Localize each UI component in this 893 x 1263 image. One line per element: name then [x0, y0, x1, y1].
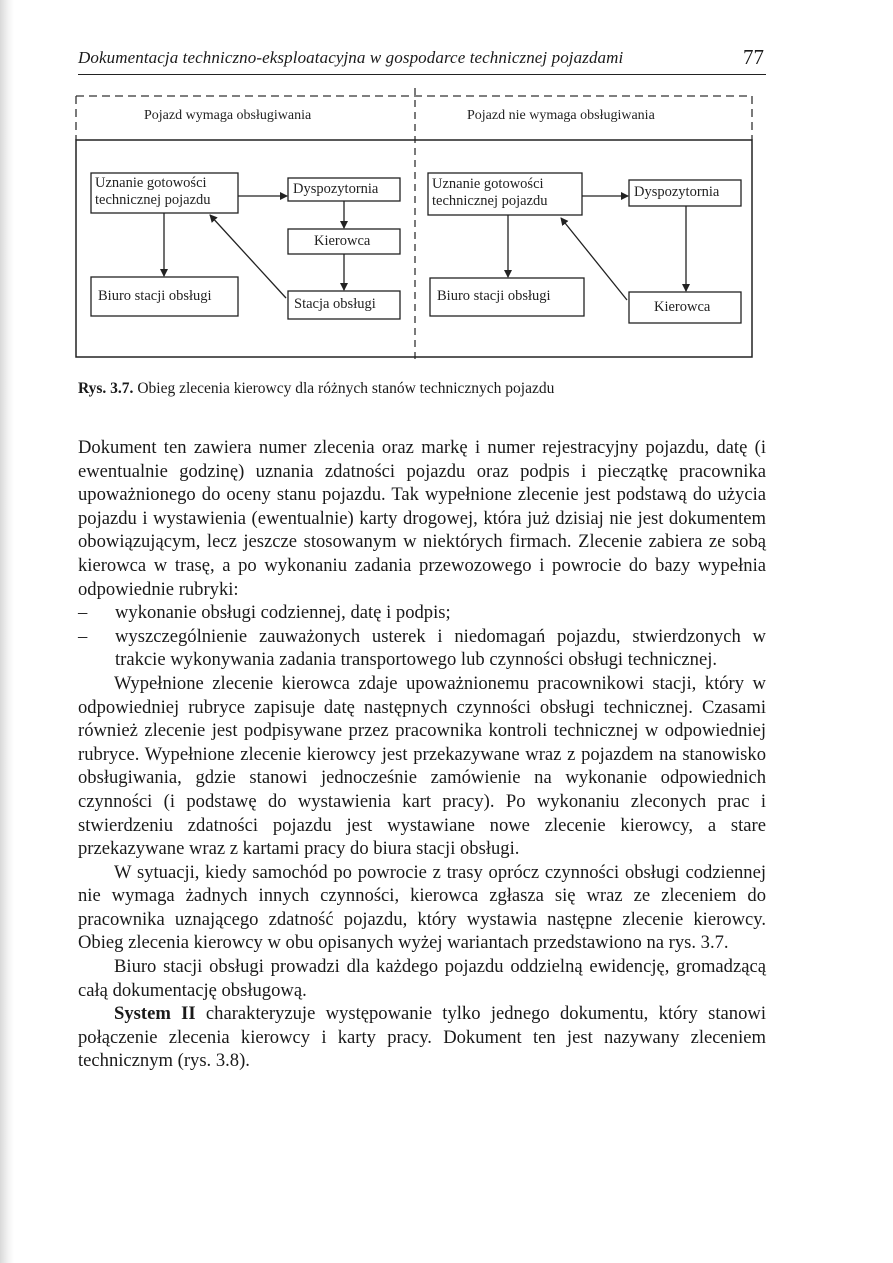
header-title: Dokumentacja techniczno-eksploatacyjna w gospodarce technicznej pojazdami	[78, 48, 624, 67]
caption-label: Rys. 3.7.	[78, 380, 134, 397]
paragraph-1: Dokument ten zawiera numer zlecenia oraz markę i numer rejestracyjny pojazdu, datę (i ewentualnie godzinę) uznania zdatności pojazdu oraz podpis i pieczątkę pracownika upoważnionego do oceny stanu pojazdu. Tak wypełnione zlecenie jest podstawą do użycia pojazdu i wystawienia (ewentualnie) karty drogowej, która już dzisiaj nie jest dokumentem obowiązującym, lecz jeszcze stosowanym w niektórych firmach. Zlecenie zabiera ze sobą kierowca w trasę, a po wykonaniu zadania przewozowego i powrocie do bazy wypełnia odpowiednie rubryki:	[78, 437, 766, 600]
scan-edge-shadow	[0, 0, 14, 1263]
list-dash: –	[78, 625, 88, 647]
system-ii-bold: System II	[114, 1003, 196, 1025]
left-node-dispatch: Dyspozytornia	[293, 181, 379, 197]
list-item-text: wyszczególnienie zauważonych usterek i niedomagań pojazdu, stwierdzonych w trakcie wykonywania zadania transportowego lub czynności obsługi technicznej.	[115, 625, 766, 671]
paragraph-4: Biuro stacji obsługi prowadzi dla każdego pojazdu oddzielną ewidencję, gromadzącą całą dokumentację obsługową.	[78, 956, 766, 1001]
paragraph-2: Wypełnione zlecenie kierowca zdaje upoważnionemu pracownikowi stacji, który w odpowiedniej rubryce zapisuje datę następnych czynności obsługi technicznej. Czasami również zlecenie jest podpisywane przez pracownika kontroli technicznej w odpowiedniej rubryce. Wypełnione zlecenie kierowcy jest przekazywane wraz z pojazdem na stanowisko obsługiwania, gdzie stanowi jednocześnie zamówienie na wykonanie odpowiednich czynności (i podstawę do wystawienia kart pracy). Po wykonaniu zleconych prac i stwierdzeniu zdatności pojazdu jest wystawiane nowe zlecenie kierowcy, a stare przekazywane wraz z kartami pracy do biura stacji obsługi.	[78, 672, 766, 860]
list-item	[78, 625, 766, 672]
left-node-readiness-line2: technicznej pojazdu	[95, 192, 211, 208]
right-node-readiness-line2: technicznej pojazdu	[432, 193, 548, 209]
body-text	[78, 436, 766, 1073]
right-panel-heading: Pojazd nie wymaga obsługiwania	[467, 108, 655, 123]
page-number: 77	[743, 45, 764, 69]
right-node-driver: Kierowca	[654, 299, 711, 315]
running-header	[78, 44, 766, 75]
caption-text: Obieg zlecenia kierowcy dla różnych stanów technicznych pojazdu	[137, 380, 555, 397]
list-item	[78, 601, 766, 625]
left-node-office: Biuro stacji obsługi	[98, 288, 212, 304]
figure-caption	[78, 380, 768, 398]
paragraph-5-text: charakteryzuje występowanie tylko jednego dokumentu, który stanowi połączenie zlecenia kierowcy i karty pracy. Dokument ten jest nazywany zleceniem technicznym (rys. 3.8).	[78, 1003, 766, 1072]
left-node-readiness	[95, 175, 211, 209]
left-node-station: Stacja obsługi	[294, 296, 376, 312]
right-node-office: Biuro stacji obsługi	[437, 288, 551, 304]
list-item-text: wykonanie obsługi codziennej, datę i podpis;	[115, 602, 451, 624]
paragraph-3: W sytuacji, kiedy samochód po powrocie z trasy oprócz czynności obsługi codziennej nie wymaga żadnych innych czynności, kierowca zgłasza się wraz ze zleceniem do pracownika uznającego zdatność pojazdu, który wystawia następne zlecenie kierowcy. Obieg zlecenia kierowcy w obu opisanych wyżej wariantach przedstawiono na rys. 3.7.	[78, 861, 766, 954]
list-dash: –	[78, 602, 88, 624]
right-node-dispatch: Dyspozytornia	[634, 184, 720, 200]
paragraph-5	[78, 1002, 766, 1073]
right-node-readiness-line1: Uznanie gotowości	[432, 176, 544, 192]
diagram-lines	[74, 88, 754, 363]
left-node-driver: Kierowca	[314, 233, 371, 249]
figure-3-7-diagram	[74, 88, 754, 363]
left-node-readiness-line1: Uznanie gotowości	[95, 175, 207, 191]
right-node-readiness	[432, 176, 548, 210]
left-panel-heading: Pojazd wymaga obsługiwania	[144, 108, 312, 123]
